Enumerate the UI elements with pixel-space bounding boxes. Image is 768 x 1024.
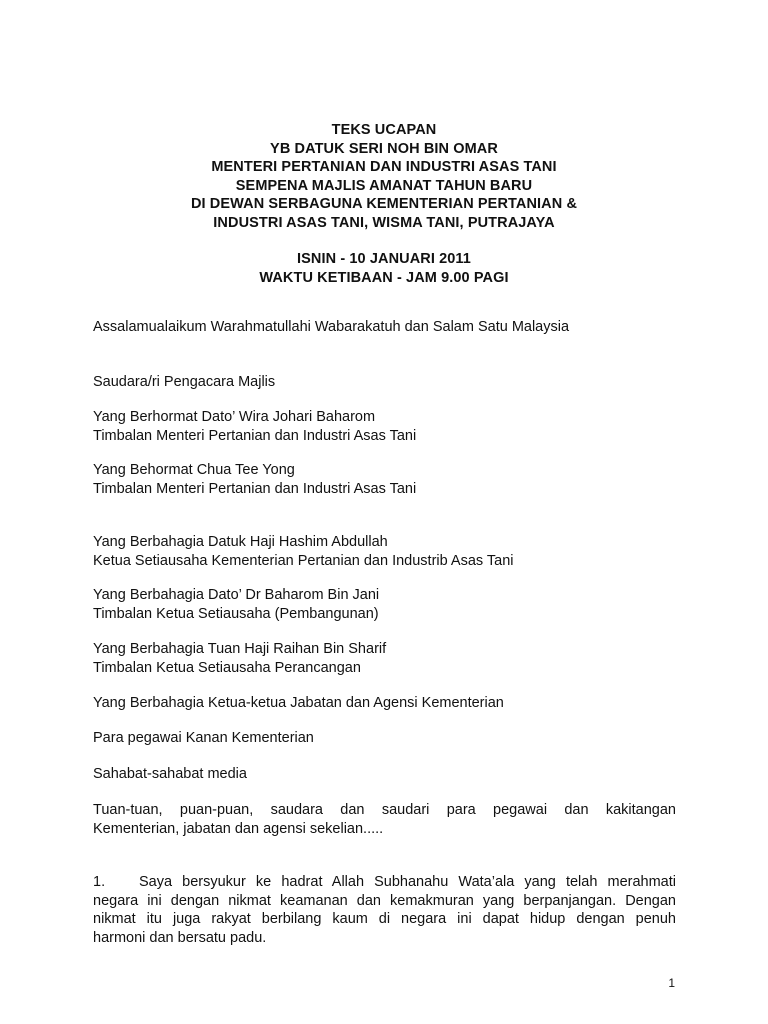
title-line: INDUSTRI ASAS TANI, WISMA TANI, PUTRAJAYA [213, 214, 555, 231]
event-date: ISNIN - 10 JANUARI 2011 [297, 251, 471, 267]
salutation-line: Timbalan Menteri Pertanian dan Industri Asas Tani [93, 480, 417, 497]
page-number: 1 [668, 976, 675, 990]
salutation-line: Timbalan Menteri Pertanian dan Industri Asas Tani [93, 427, 417, 444]
salutation-line: Sahabat-sahabat media [93, 766, 247, 782]
salutation-line: Yang Berhormat Dato’ Wira Johari Baharom [93, 409, 376, 425]
paragraph-number: 1. [93, 874, 106, 890]
salutation [93, 694, 676, 713]
title-line: TEKS UCAPAN [331, 122, 437, 138]
salutation [93, 729, 676, 748]
salutation-line: Yang Berbahagia Tuan Haji Raihan Bin Sharif [93, 641, 387, 657]
salutation [93, 408, 676, 445]
greeting-text: Assalamualaikum Warahmatullahi Wabarakatuh dan Salam Satu Malaysia [93, 319, 570, 335]
salutation-line: Yang Berbahagia Dato’ Dr Baharom Bin Jani [93, 587, 380, 603]
paragraph-line-text: Saya bersyukur ke hadrat Allah Subhanahu Wata’ala yang telah merahmati [139, 874, 676, 890]
salutation-line: Para pegawai Kanan Kementerian [93, 730, 314, 746]
salutation-line: Timbalan Ketua Setiausaha (Pembangunan) [93, 605, 379, 622]
arrival-time: WAKTU KETIBAAN - JAM 9.00 PAGI [259, 269, 509, 286]
title-line: DI DEWAN SERBAGUNA KEMENTERIAN PERTANIAN & [190, 196, 578, 213]
paragraph-line: negara ini dengan nikmat keamanan dan kemakmuran yang berpanjangan. Dengan [93, 892, 676, 909]
title-line: MENTERI PERTANIAN DAN INDUSTRI ASAS TANI [211, 159, 557, 176]
salutation-line: Yang Berbahagia Ketua-ketua Jabatan dan Agensi Kementerian [93, 695, 504, 711]
date-time-block [0, 250, 768, 287]
salutation [93, 586, 676, 623]
paragraph-line [93, 873, 676, 892]
salutation-line: Ketua Setiausaha Kementerian Pertanian dan Industrib Asas Tani [93, 552, 514, 569]
salutation-line: Yang Berbahagia Datuk Haji Hashim Abdullah [93, 534, 388, 550]
salutation [93, 801, 676, 838]
salutation-line: Timbalan Ketua Setiausaha Perancangan [93, 659, 361, 676]
title-line: YB DATUK SERI NOH BIN OMAR [270, 140, 498, 157]
salutation-line: Yang Behormat Chua Tee Yong [93, 462, 295, 478]
salutation [93, 461, 676, 498]
salutation [93, 765, 676, 784]
salutation-line: Tuan-tuan, puan-puan, saudara dan saudari para pegawai dan kakitangan [93, 802, 676, 818]
greeting [93, 318, 676, 337]
salutation [93, 373, 676, 392]
salutation-line: Saudara/ri Pengacara Majlis [93, 374, 276, 390]
paragraph-line: harmoni dan bersatu padu. [93, 929, 267, 946]
salutation [93, 533, 676, 570]
title-line: SEMPENA MAJLIS AMANAT TAHUN BARU [235, 177, 533, 194]
salutation-line: Kementerian, jabatan dan agensi sekelian..... [93, 820, 384, 837]
body-paragraph-1 [93, 873, 676, 947]
salutation [93, 640, 676, 677]
paragraph-line: nikmat itu juga rakyat berbilang kaum di negara ini dapat hidup dengan penuh [93, 911, 676, 928]
speech-title-block [0, 121, 768, 233]
